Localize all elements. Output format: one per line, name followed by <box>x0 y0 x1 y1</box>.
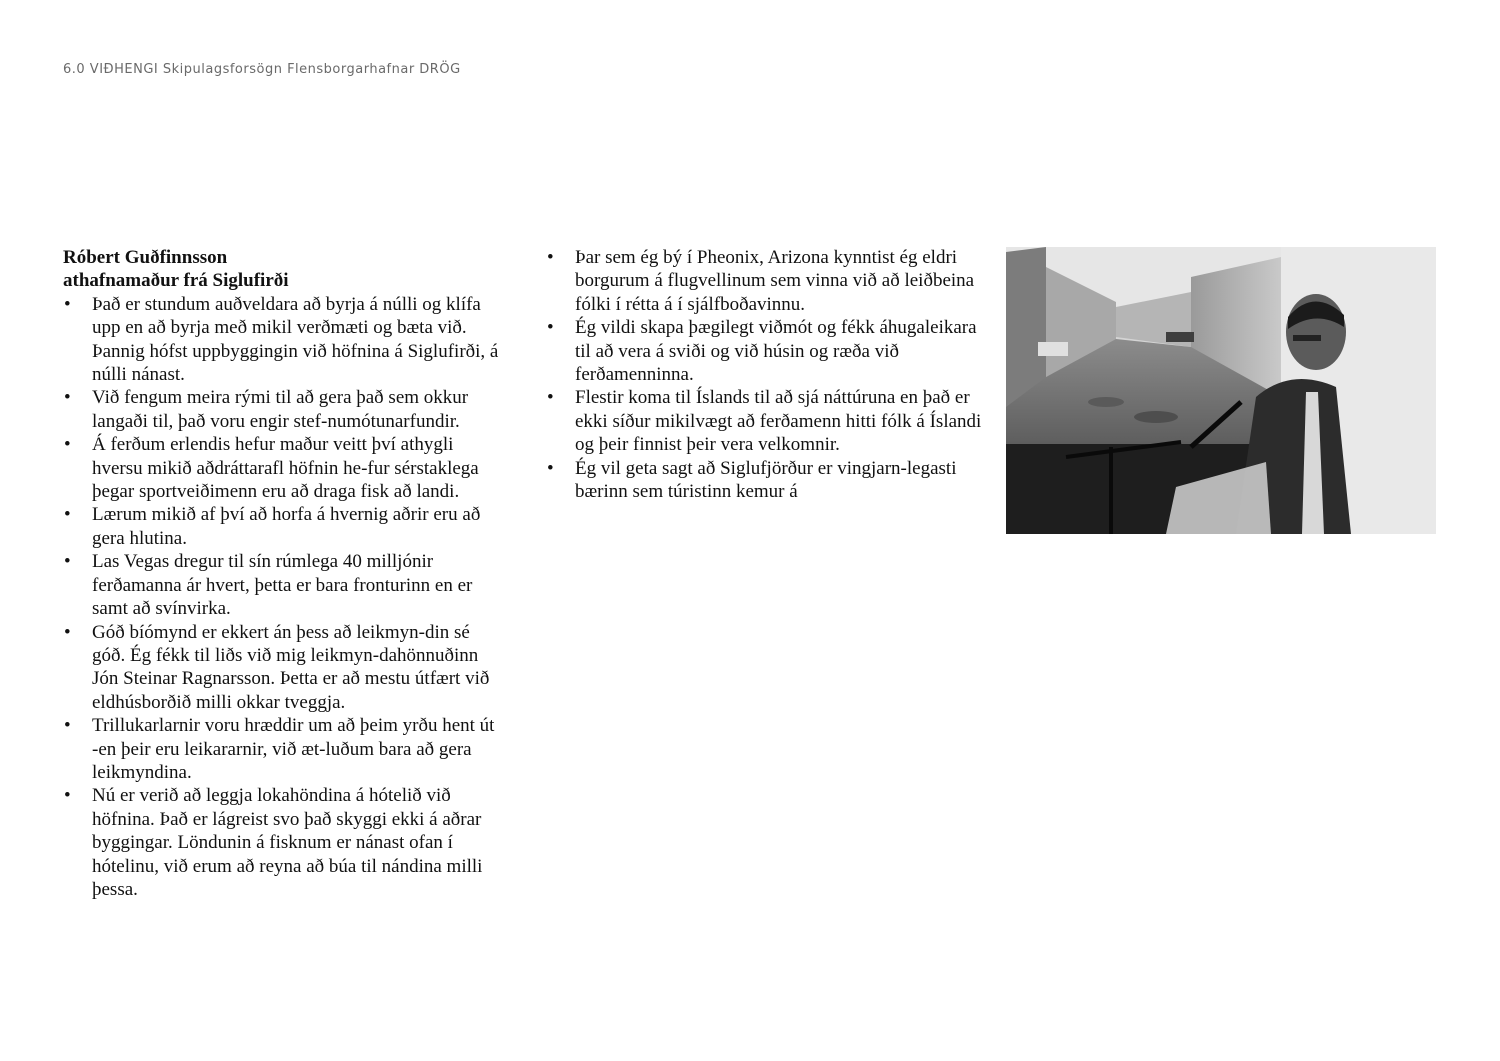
speaker-photo-illustration <box>1006 247 1436 534</box>
list-item: • Flestir koma til Íslands til að sjá náttúruna en það er ekki síður mikilvægt að ferðamenn hitti fólk á Íslandi og þeir finnist þeir vera velkomnir. <box>546 386 986 456</box>
left-bullet-list <box>63 293 503 902</box>
left-column <box>63 246 503 901</box>
list-item: • Á ferðum erlendis hefur maður veitt því athygli hversu mikið aðdráttarafl höfnin he-fur sérstaklega þegar sportveiðimenn eru að draga fisk að landi. <box>63 433 503 503</box>
list-item: • Við fengum meira rými til að gera það sem okkur langaði til, það voru engir stef-numótunarfundir. <box>63 386 503 433</box>
list-item: • Ég vildi skapa þægilegt viðmót og fékk áhugaleikara til að vera á sviði og við húsin og ræða við ferðamenninna. <box>546 316 986 386</box>
projected-photo <box>1006 247 1281 444</box>
list-item: • Lærum mikið af því að horfa á hvernig aðrir eru að gera hlutina. <box>63 503 503 550</box>
middle-column <box>546 246 986 503</box>
right-bullet-list <box>546 246 986 503</box>
list-item: • Þar sem ég bý í Pheonix, Arizona kynntist ég eldri borgurum á flugvellinum sem vinna við að leiðbeina fólki í rétta á í sjálfboðavinnu. <box>546 246 986 316</box>
list-item: • Góð bíómynd er ekkert án þess að leikmyn-din sé góð. Ég fékk til liðs við mig leikmyn-dahönnuðinn Jón Steinar Ragnarsson. Þetta er að mestu útfært við eldhúsborðið milli okkar tveggja. <box>63 621 503 715</box>
running-header: 6.0 VIÐHENGI Skipulagsforsögn Flensborgarhafnar DRÖG <box>63 62 461 77</box>
speaker-photo <box>1006 247 1436 534</box>
list-item: • Nú er verið að leggja lokahöndina á hótelið við höfnina. Það er lágreist svo það skyggi ekki á aðrar byggingar. Löndunin á fisknum er nánast ofan í hótelinu, við erum að reyna að búa til nándina milli þessa. <box>63 784 503 901</box>
speaker-name: Róbert Guðfinnsson <box>63 247 228 268</box>
speaker-role: athafnamaður frá Siglufirði <box>63 270 289 292</box>
list-item: • Það er stundum auðveldara að byrja á núlli og klífa upp en að byrja með mikil verðmæti og bæta við. Þannig hófst uppbyggingin við höfnina á Siglufirði, á núlli nánast. <box>63 293 503 387</box>
list-item: • Las Vegas dregur til sín rúmlega 40 milljónir ferðamanna ár hvert, þetta er bara fronturinn en er samt að svínvirka. <box>63 550 503 620</box>
list-item: • Ég vil geta sagt að Siglufjörður er vingjarn-legasti bærinn sem túristinn kemur á <box>546 457 986 504</box>
list-item: • Trillukarlarnir voru hræddir um að þeim yrðu hent út -en þeir eru leikararnir, við æt-luðum bara að gera leikmyndina. <box>63 714 503 784</box>
